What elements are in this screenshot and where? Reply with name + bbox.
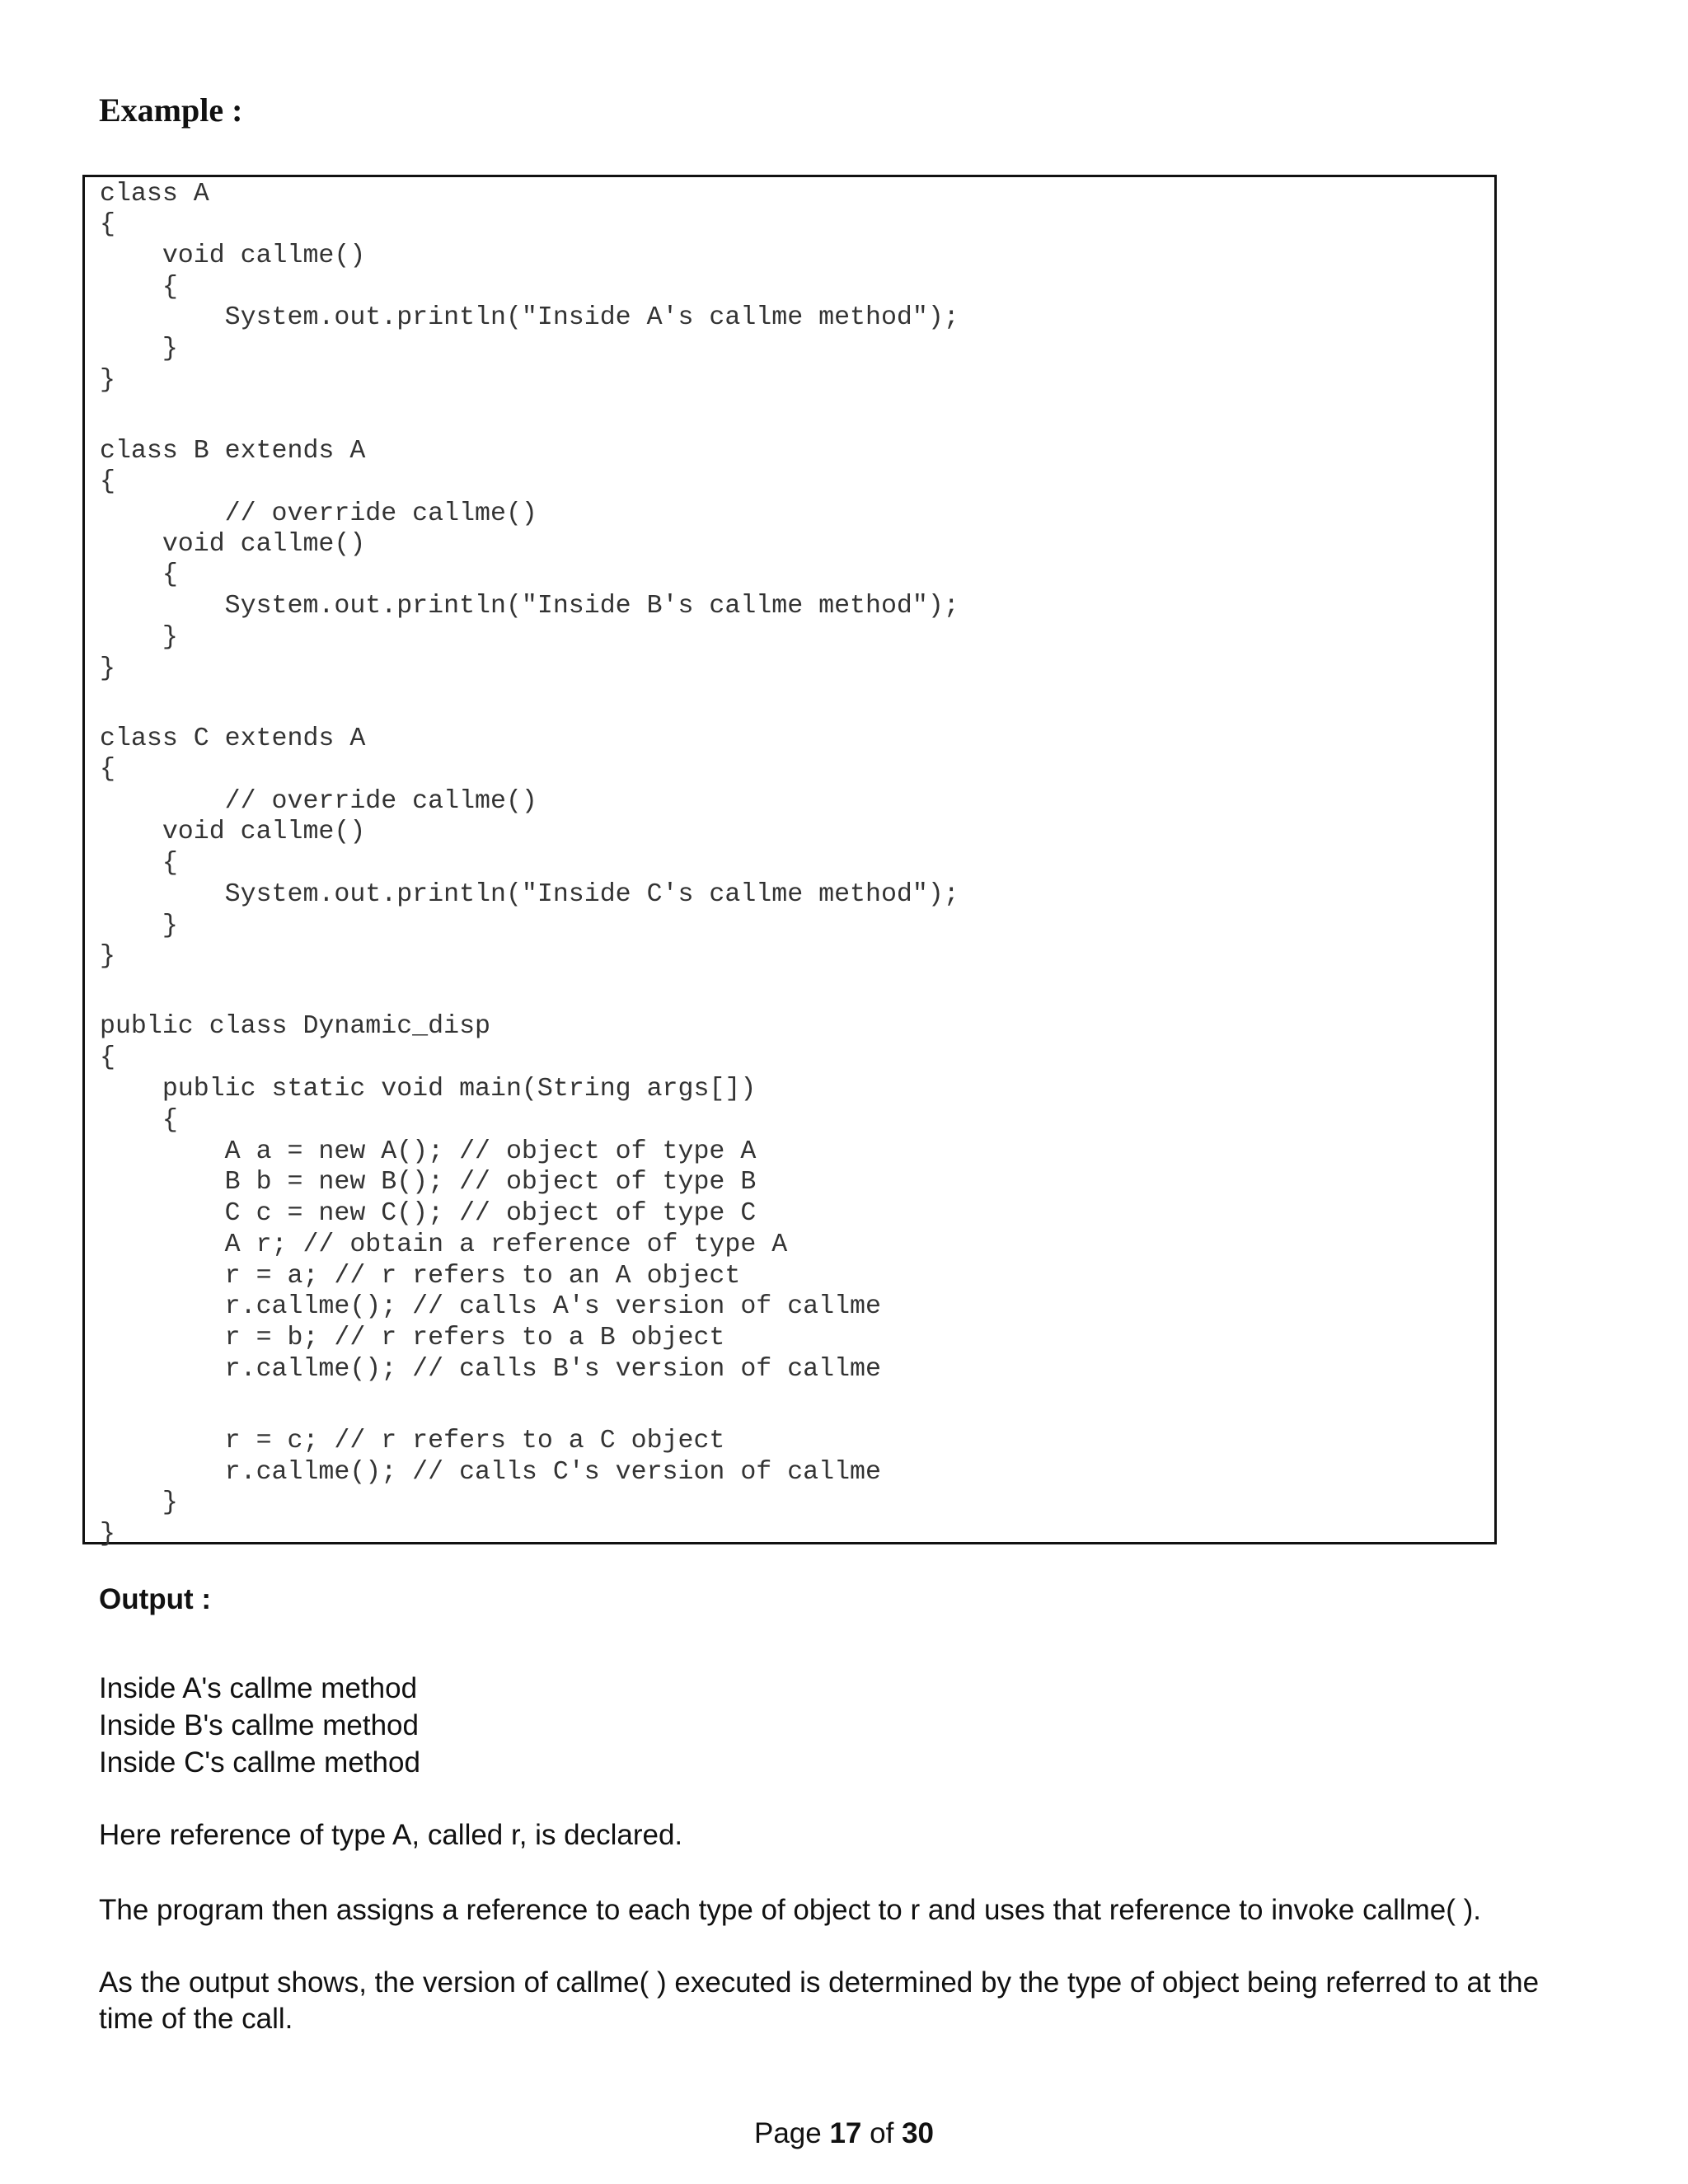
- code-line: void callme(): [100, 241, 366, 270]
- code-line: }: [100, 335, 178, 363]
- code-line: A r; // obtain a reference of type A: [100, 1230, 788, 1259]
- code-line: System.out.println("Inside C's callme method");: [100, 880, 959, 909]
- footer-of: of: [870, 2117, 894, 2149]
- code-line: public class Dynamic_disp: [100, 1012, 490, 1041]
- code-line: {: [100, 755, 115, 784]
- code-line: {: [100, 273, 178, 302]
- paragraph-assign-reference: The program then assigns a reference to each type of object to r and uses that reference to invoke callme( ).: [99, 1894, 1482, 1926]
- code-line: {: [100, 1106, 178, 1135]
- code-line: // override callme(): [100, 499, 537, 528]
- code-line: public static void main(String args[]): [100, 1075, 757, 1104]
- code-line: }: [100, 366, 115, 395]
- footer-current-page: 17: [829, 2117, 862, 2149]
- code-line: {: [100, 467, 115, 496]
- code-block: [82, 175, 1497, 1549]
- code-line: }: [100, 654, 115, 683]
- output-line: Inside C's callme method: [99, 1746, 420, 1779]
- footer-prefix: Page: [753, 2117, 822, 2149]
- code-line: B b = new B(); // object of type B: [100, 1168, 757, 1197]
- output-line: Inside B's callme method: [99, 1709, 419, 1741]
- code-line: C c = new C(); // object of type C: [100, 1199, 757, 1228]
- code-line: System.out.println("Inside A's callme method");: [100, 303, 959, 332]
- code-line: r.callme(); // calls C's version of callme: [100, 1458, 881, 1487]
- code-line: void callme(): [100, 530, 366, 559]
- code-line: void callme(): [100, 818, 366, 846]
- footer-total-pages: 30: [902, 2117, 935, 2149]
- code-line: }: [100, 623, 178, 652]
- code-line: // override callme(): [100, 787, 537, 816]
- code-line: {: [100, 849, 178, 878]
- code-line: {: [100, 1043, 115, 1072]
- code-line: System.out.println("Inside B's callme method");: [100, 592, 959, 621]
- example-heading: Example :: [99, 91, 243, 129]
- code-line: r.callme(); // calls B's version of callme: [100, 1355, 881, 1384]
- code-line: {: [100, 210, 115, 239]
- code-line: }: [100, 912, 178, 940]
- code-line: }: [100, 1488, 178, 1517]
- paragraph-reference-declared: Here reference of type A, called r, is declared.: [99, 1819, 683, 1851]
- code-line: {: [100, 560, 178, 589]
- code-line: r = c; // r refers to a C object: [100, 1427, 725, 1455]
- page-footer: [0, 2116, 1688, 2151]
- code-line: r.callme(); // calls A's version of callme: [100, 1292, 881, 1321]
- code-line: class B extends A: [100, 437, 366, 466]
- code-line: }: [100, 1520, 115, 1549]
- output-label: Output :: [99, 1583, 212, 1615]
- code-line: r = b; // r refers to a B object: [100, 1324, 725, 1352]
- code-line: class A: [100, 180, 209, 209]
- code-line: A a = new A(); // object of type A: [100, 1137, 757, 1166]
- code-line: class C extends A: [100, 724, 366, 753]
- code-line: }: [100, 942, 115, 971]
- output-line: Inside A's callme method: [99, 1672, 418, 1704]
- code-line: r = a; // r refers to an A object: [100, 1262, 741, 1291]
- paragraph-output-explanation: As the output shows, the version of callme( ) executed is determined by the type of object being referred to at the time of the call.: [99, 1966, 1540, 2035]
